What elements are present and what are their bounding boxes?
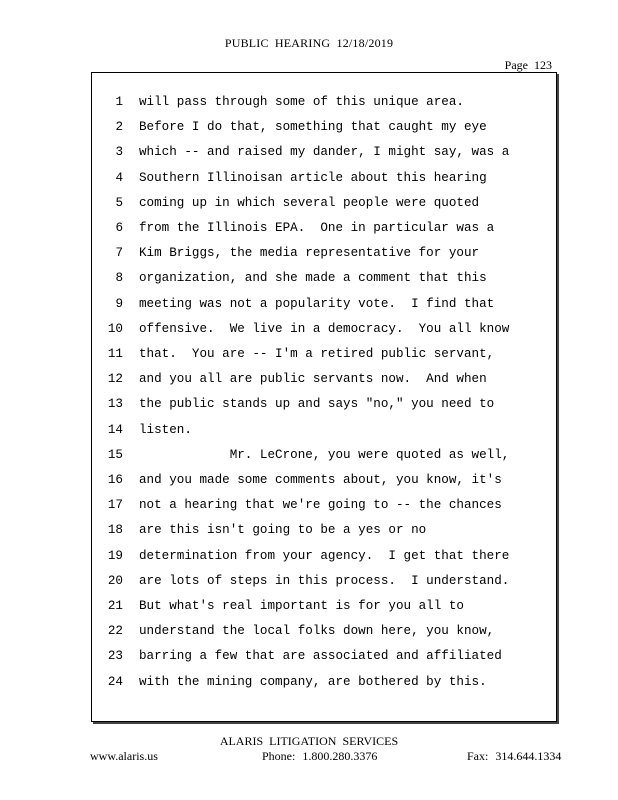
- footer-phone: Phone: 1.800.280.3376: [262, 749, 378, 763]
- transcript-line: [92, 369, 558, 389]
- transcript-line: [92, 243, 558, 263]
- line-text: that. You are -- I'm a retired public servant,: [139, 347, 495, 361]
- transcript-line: [92, 546, 558, 566]
- line-text: and you made some comments about, you know, it's: [139, 473, 502, 487]
- line-text: and you all are public servants now. And when: [139, 372, 487, 387]
- line-text: Mr. LeCrone, you were quoted as well,: [139, 447, 510, 462]
- transcript-line: [92, 596, 558, 616]
- line-text: Southern Illinoisan article about this hearing: [139, 170, 487, 185]
- document-header-title: PUBLIC HEARING 12/18/2019: [224, 36, 394, 50]
- transcript-line: [92, 142, 558, 162]
- transcript-line: [92, 319, 558, 339]
- line-number: 13: [107, 397, 123, 412]
- transcript-line: [92, 571, 558, 591]
- line-number: 15: [107, 447, 123, 462]
- line-text: listen.: [139, 422, 192, 437]
- line-text: But what's real important is for you all to: [139, 599, 464, 613]
- line-text: will pass through some of this unique area.: [139, 95, 464, 109]
- line-number: 8: [115, 271, 123, 286]
- transcript-line: [92, 344, 558, 364]
- transcript-line: [92, 168, 558, 188]
- transcript-line: [92, 117, 558, 137]
- transcript-line: [92, 420, 558, 440]
- transcript-line: [92, 394, 558, 414]
- footer-fax: Fax: 314.644.1334: [467, 749, 562, 763]
- transcript-line: [92, 470, 558, 490]
- line-text: offensive. We live in a democracy. You all know: [139, 321, 510, 336]
- line-number: 18: [107, 523, 123, 538]
- line-text: the public stands up and says "no," you need to: [139, 397, 495, 412]
- transcript-line: [92, 92, 558, 112]
- footer-website: www.alaris.us: [90, 749, 158, 763]
- line-number: 21: [107, 599, 123, 613]
- line-text: barring a few that are associated and affiliated: [139, 649, 502, 664]
- line-text: Before I do that, something that caught my eye: [139, 120, 487, 135]
- line-number: 4: [115, 170, 123, 185]
- line-text: determination from your agency. I get that there: [139, 548, 510, 563]
- line-number: 14: [107, 422, 123, 437]
- transcript-line: [92, 495, 558, 515]
- line-number: 9: [115, 296, 123, 311]
- line-number: 22: [107, 624, 123, 639]
- line-text: understand the local folks down here, you know,: [139, 624, 495, 639]
- transcript-line: [92, 621, 558, 641]
- transcript-line: [92, 294, 558, 314]
- line-number: 3: [115, 145, 123, 160]
- line-text: from the Illinois EPA. One in particular was a: [139, 221, 495, 235]
- line-text: Kim Briggs, the media representative for your: [139, 246, 480, 261]
- line-text: coming up in which several people were quoted: [139, 195, 480, 210]
- line-number: 20: [107, 573, 123, 588]
- line-text: which -- and raised my dander, I might say, was a: [139, 145, 510, 160]
- line-number: 24: [107, 674, 123, 689]
- transcript-line: [92, 646, 558, 666]
- line-number: 10: [107, 321, 123, 336]
- transcript-line: [92, 218, 558, 238]
- transcript-line: [92, 520, 558, 540]
- line-number: 7: [115, 246, 123, 261]
- line-number: 19: [107, 548, 123, 563]
- line-number: 16: [107, 473, 123, 487]
- line-text: not a hearing that we're going to -- the chances: [139, 498, 502, 513]
- line-number: 1: [115, 95, 123, 109]
- line-text: organization, and she made a comment that this: [139, 271, 487, 286]
- line-number: 6: [115, 221, 123, 235]
- line-text: meeting was not a popularity vote. I find that: [139, 296, 495, 311]
- line-number: 12: [107, 372, 123, 387]
- transcript-line: [92, 193, 558, 213]
- transcript-line: [92, 445, 558, 465]
- line-number: 5: [115, 195, 123, 210]
- line-text: are this isn't going to be a yes or no: [139, 523, 427, 538]
- line-number: 23: [107, 649, 123, 664]
- transcript-line: [92, 268, 558, 288]
- line-number: 11: [107, 347, 123, 361]
- line-text: are lots of steps in this process. I understand.: [139, 573, 510, 588]
- transcript-line: [92, 672, 558, 692]
- footer-company-name: ALARIS LITIGATION SERVICES: [219, 734, 399, 748]
- line-number: 17: [107, 498, 123, 513]
- page-number: Page 123: [504, 58, 552, 72]
- line-number: 2: [115, 120, 123, 135]
- line-text: with the mining company, are bothered by this.: [139, 674, 487, 689]
- transcript-box: [91, 72, 557, 722]
